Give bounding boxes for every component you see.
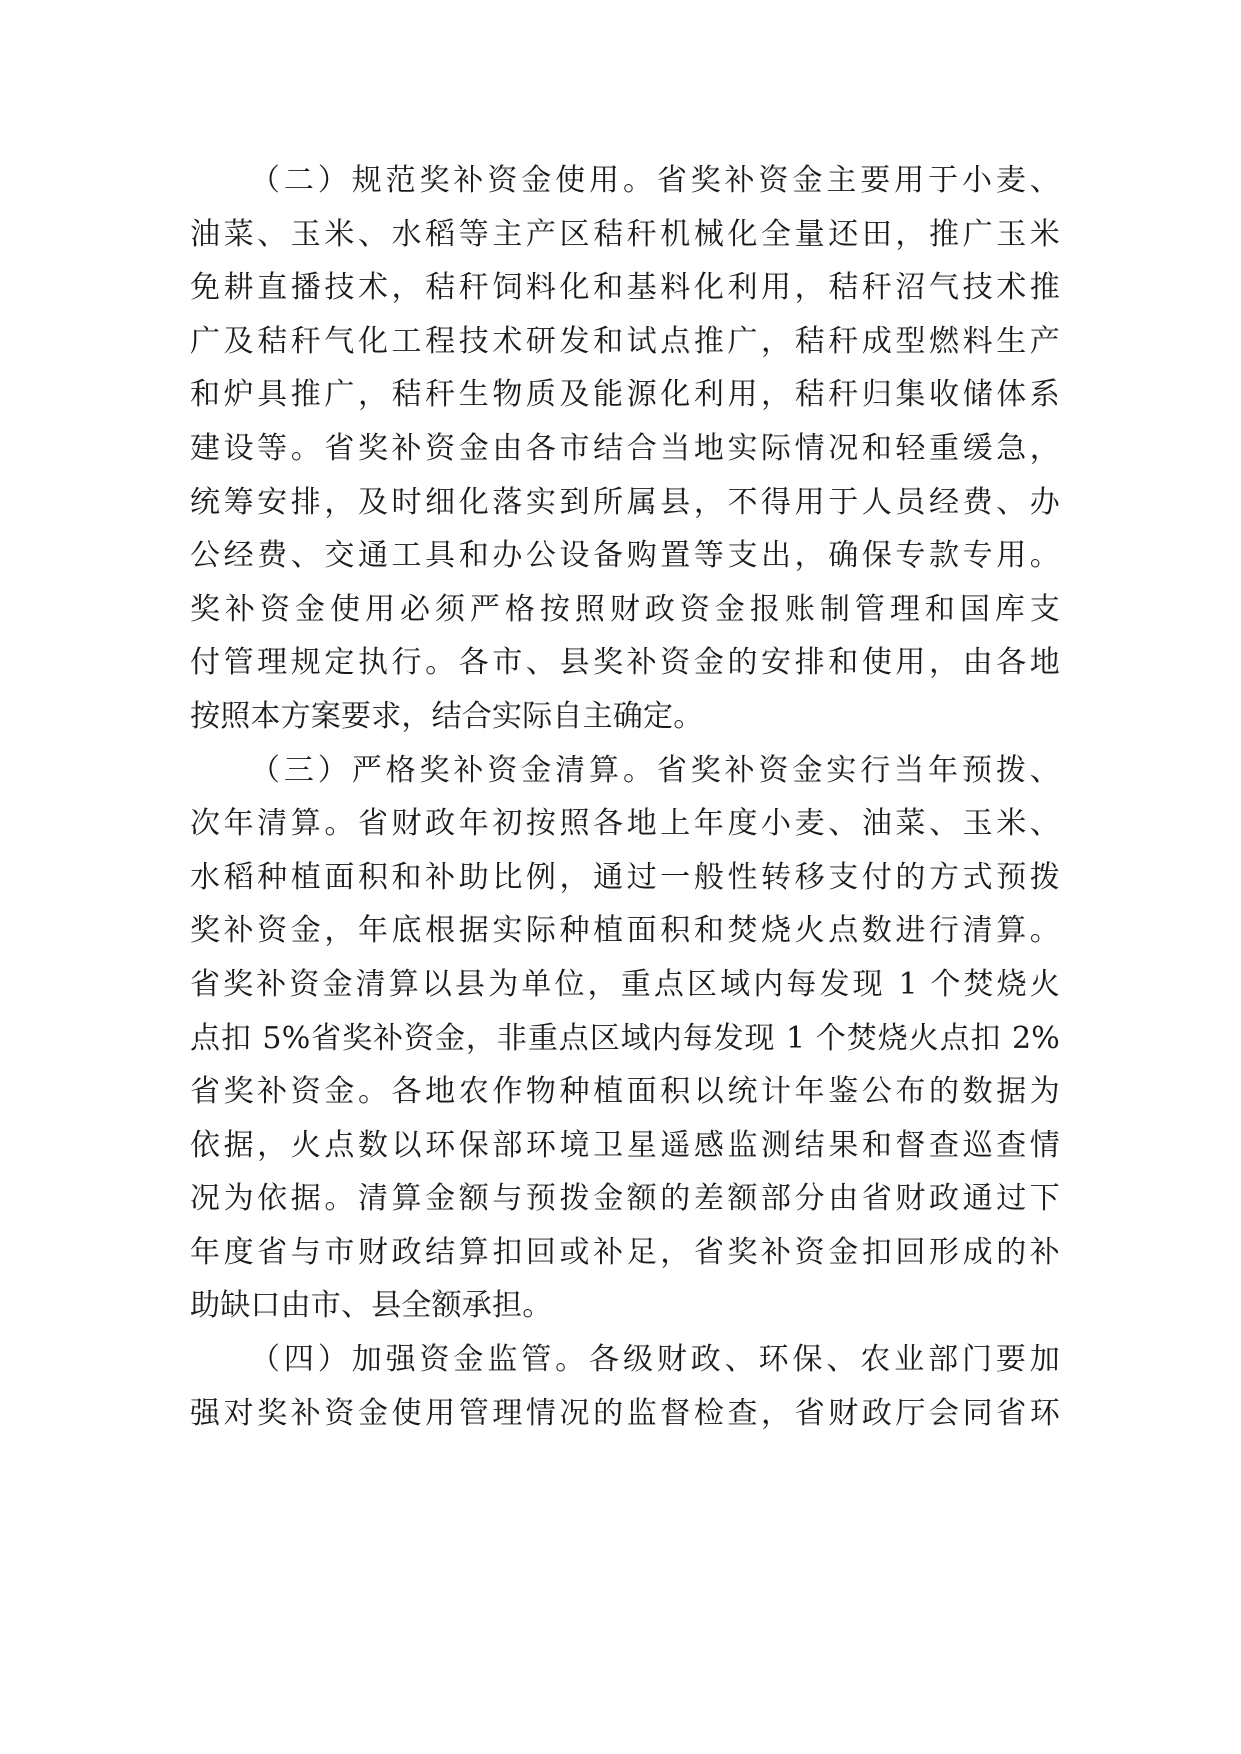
text-line: 省奖补资金清算以县为单位，重点区域内每发现 1 个焚烧火 (190, 966, 1060, 1002)
text-line: 油菜、玉米、水稻等主产区秸秆机械化全量还田，推广玉米 (190, 216, 1060, 252)
text-line: 年度省与市财政结算扣回或补足，省奖补资金扣回形成的补 (190, 1234, 1060, 1270)
text-line: 助缺口由市、县全额承担。 (190, 1288, 553, 1324)
text-line: 建设等。省奖补资金由各市结合当地实际情况和轻重缓急， (190, 430, 1060, 466)
text-line: 付管理规定执行。各市、县奖补资金的安排和使用，由各地 (190, 645, 1060, 681)
document-body (190, 154, 1060, 1440)
text-line: 和炉具推广，秸秆生物质及能源化利用，秸秆归集收储体系 (190, 377, 1060, 413)
text-line: 统筹安排，及时细化落实到所属县，不得用于人员经费、办 (190, 484, 1060, 520)
text-line: 奖补资金使用必须严格按照财政资金报账制管理和国库支 (190, 591, 1060, 627)
text-line: （三）严格奖补资金清算。省奖补资金实行当年预拨、 (250, 752, 1060, 788)
text-line: 公经费、交通工具和办公设备购置等支出，确保专款专用。 (190, 538, 1060, 574)
text-line: 点扣 5%省奖补资金，非重点区域内每发现 1 个焚烧火点扣 2% (190, 1020, 1060, 1056)
text-line: 况为依据。清算金额与预拨金额的差额部分由省财政通过下 (190, 1181, 1060, 1217)
text-line: 省奖补资金。各地农作物种植面积以统计年鉴公布的数据为 (190, 1074, 1060, 1110)
text-line: 强对奖补资金使用管理情况的监督检查，省财政厅会同省环 (190, 1395, 1060, 1431)
text-line: 依据，火点数以环保部环境卫星遥感监测结果和督查巡查情 (190, 1127, 1060, 1163)
text-line: （四）加强资金监管。各级财政、环保、农业部门要加 (250, 1342, 1060, 1378)
text-line: 免耕直播技术，秸秆饲料化和基料化利用，秸秆沼气技术推 (190, 270, 1060, 306)
text-line: 广及秸秆气化工程技术研发和试点推广，秸秆成型燃料生产 (190, 323, 1060, 359)
text-line: 按照本方案要求，结合实际自主确定。 (190, 698, 704, 734)
text-line: 奖补资金，年底根据实际种植面积和焚烧火点数进行清算。 (190, 913, 1060, 949)
text-line: 次年清算。省财政年初按照各地上年度小麦、油菜、玉米、 (190, 806, 1060, 842)
text-line: 水稻种植面积和补助比例，通过一般性转移支付的方式预拨 (190, 859, 1060, 895)
text-line: （二）规范奖补资金使用。省奖补资金主要用于小麦、 (250, 163, 1060, 198)
